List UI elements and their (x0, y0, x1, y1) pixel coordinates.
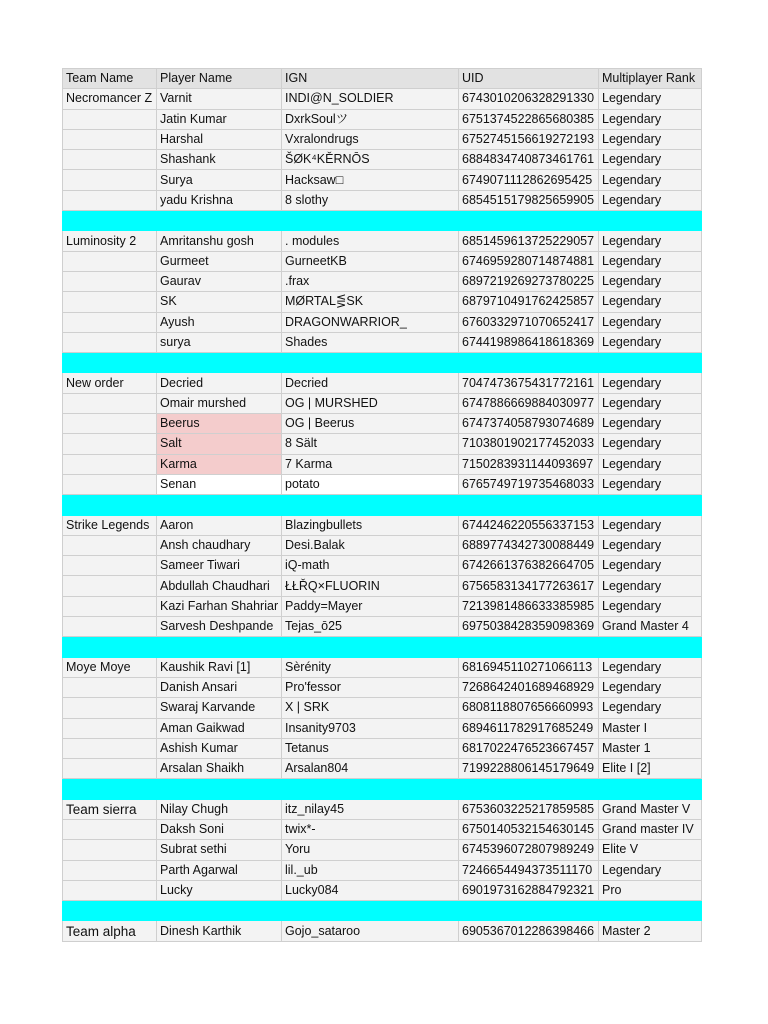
ign-cell[interactable]: 7 Karma (282, 454, 459, 474)
separator-cell (282, 353, 459, 373)
rank-cell[interactable]: Legendary (599, 231, 702, 251)
ign-cell[interactable]: Gojo_sataroo (282, 921, 459, 941)
table-row (63, 657, 702, 677)
table-row (63, 292, 702, 312)
rank-cell[interactable]: Master I (599, 718, 702, 738)
table-row (63, 718, 702, 738)
uid-cell[interactable]: 6756583134177263617 (459, 576, 599, 596)
team-name-cell[interactable]: Team sierra (63, 799, 157, 819)
separator-cell (599, 353, 702, 373)
player-name-cell[interactable]: Aaron (157, 515, 282, 535)
ign-cell[interactable]: . modules (282, 231, 459, 251)
ign-cell[interactable]: Tetanus (282, 738, 459, 758)
roster-table (62, 68, 702, 942)
table-row (63, 373, 702, 393)
player-name-cell[interactable]: Decried (157, 373, 282, 393)
uid-cell[interactable]: 6765749719735468033 (459, 474, 599, 494)
ign-cell[interactable]: 8 Sält (282, 434, 459, 454)
separator-cell (63, 637, 157, 657)
player-name-cell[interactable]: Beerus (157, 414, 282, 434)
team-separator-row (63, 353, 702, 373)
separator-cell (157, 901, 282, 921)
ign-cell[interactable]: Blazingbullets (282, 515, 459, 535)
ign-cell[interactable]: MØRTAL⋚SK (282, 292, 459, 312)
rank-cell[interactable]: Legendary (599, 414, 702, 434)
rank-cell[interactable]: Legendary (599, 393, 702, 413)
rank-cell[interactable]: Legendary (599, 698, 702, 718)
uid-cell[interactable]: 6894611782917685249 (459, 718, 599, 738)
separator-cell (599, 779, 702, 799)
ign-cell[interactable]: Insanity9703 (282, 718, 459, 738)
table-row (63, 393, 702, 413)
rank-cell[interactable]: Grand master IV (599, 819, 702, 839)
rank-cell[interactable]: Legendary (599, 576, 702, 596)
player-name-cell[interactable]: Swaraj Karvande (157, 698, 282, 718)
ign-cell[interactable]: Pro'fessor (282, 677, 459, 697)
player-name-cell[interactable]: Kazi Farhan Shahriar (157, 596, 282, 616)
table-row (63, 251, 702, 271)
rank-cell[interactable]: Elite V (599, 840, 702, 860)
separator-cell (157, 637, 282, 657)
empty-cell[interactable] (63, 880, 157, 900)
rank-cell[interactable]: Legendary (599, 150, 702, 170)
player-name-cell[interactable]: Sarvesh Deshpande (157, 617, 282, 637)
rank-cell[interactable]: Legendary (599, 860, 702, 880)
player-name-cell[interactable]: Amritanshu gosh (157, 231, 282, 251)
rank-cell[interactable]: Legendary (599, 170, 702, 190)
empty-cell[interactable] (63, 190, 157, 210)
separator-cell (282, 901, 459, 921)
uid-cell[interactable]: 6747374058793074689 (459, 414, 599, 434)
uid-cell[interactable]: 6816945110271066113 (459, 657, 599, 677)
player-name-cell[interactable]: Gurmeet (157, 251, 282, 271)
separator-cell (282, 637, 459, 657)
separator-cell (157, 495, 282, 515)
rank-cell[interactable]: Legendary (599, 251, 702, 271)
table-row (63, 190, 702, 210)
uid-cell[interactable]: 7246654494373511170 (459, 860, 599, 880)
table-row (63, 414, 702, 434)
empty-cell[interactable] (63, 292, 157, 312)
uid-cell[interactable]: 6744198986418618369 (459, 332, 599, 352)
separator-cell (63, 353, 157, 373)
separator-cell (599, 495, 702, 515)
rank-cell[interactable]: Legendary (599, 515, 702, 535)
empty-cell[interactable] (63, 150, 157, 170)
player-name-cell[interactable]: Varnit (157, 89, 282, 109)
rank-cell[interactable]: Legendary (599, 271, 702, 291)
team-separator-row (63, 211, 702, 231)
rank-cell[interactable]: Grand Master 4 (599, 617, 702, 637)
uid-cell[interactable]: 6760332971070652417 (459, 312, 599, 332)
table-row (63, 515, 702, 535)
rank-cell[interactable]: Legendary (599, 190, 702, 210)
separator-cell (157, 211, 282, 231)
team-name-cell[interactable]: Luminosity 2 (63, 231, 157, 251)
player-name-cell[interactable]: Ayush (157, 312, 282, 332)
separator-cell (282, 211, 459, 231)
player-name-cell[interactable]: Sameer Tiwari (157, 556, 282, 576)
table-row (63, 576, 702, 596)
ign-cell[interactable]: INDI@N_SOLDIER (282, 89, 459, 109)
table-row (63, 434, 702, 454)
uid-cell[interactable]: 6742661376382664705 (459, 556, 599, 576)
separator-cell (459, 901, 599, 921)
uid-cell[interactable]: 6884834740873461761 (459, 150, 599, 170)
header-team-name[interactable]: Team Name (63, 69, 157, 89)
table-row (63, 738, 702, 758)
table-row (63, 150, 702, 170)
rank-cell[interactable]: Legendary (599, 332, 702, 352)
uid-cell[interactable]: 6751374522865680385 (459, 109, 599, 129)
uid-cell[interactable]: 6749071112862695425 (459, 170, 599, 190)
separator-cell (63, 901, 157, 921)
uid-cell[interactable]: 6750140532154630145 (459, 819, 599, 839)
table-row (63, 840, 702, 860)
empty-cell[interactable] (63, 596, 157, 616)
player-name-cell[interactable]: Jatin Kumar (157, 109, 282, 129)
uid-cell[interactable]: 7047473675431772161 (459, 373, 599, 393)
table-row (63, 312, 702, 332)
table-row (63, 231, 702, 251)
rank-cell[interactable]: Legendary (599, 596, 702, 616)
table-row (63, 271, 702, 291)
table-row (63, 170, 702, 190)
table-row (63, 556, 702, 576)
table-row (63, 698, 702, 718)
separator-cell (599, 211, 702, 231)
team-separator-row (63, 495, 702, 515)
player-name-cell[interactable]: Salt (157, 434, 282, 454)
roster-table-body (63, 69, 702, 942)
rank-cell[interactable]: Master 1 (599, 738, 702, 758)
separator-cell (63, 495, 157, 515)
separator-cell (157, 353, 282, 373)
player-name-cell[interactable]: Shashank (157, 150, 282, 170)
empty-cell[interactable] (63, 556, 157, 576)
uid-cell[interactable]: 7213981486633385985 (459, 596, 599, 616)
uid-cell[interactable]: 6747886669884030977 (459, 393, 599, 413)
separator-cell (63, 779, 157, 799)
header-uid[interactable]: UID (459, 69, 599, 89)
uid-cell[interactable]: 6744246220556337153 (459, 515, 599, 535)
table-row (63, 921, 702, 941)
uid-cell[interactable]: 6897219269273780225 (459, 271, 599, 291)
empty-cell[interactable] (63, 474, 157, 494)
team-separator-row (63, 901, 702, 921)
player-name-cell[interactable]: Abdullah Chaudhari (157, 576, 282, 596)
ign-cell[interactable]: twix*- (282, 819, 459, 839)
ign-cell[interactable]: Lucky084 (282, 880, 459, 900)
rank-cell[interactable]: Legendary (599, 312, 702, 332)
separator-cell (157, 779, 282, 799)
ign-cell[interactable]: Decried (282, 373, 459, 393)
uid-cell[interactable]: 6854515179825659905 (459, 190, 599, 210)
player-name-cell[interactable]: Parth Agarwal (157, 860, 282, 880)
empty-cell[interactable] (63, 454, 157, 474)
team-name-cell[interactable]: Necromancer Z (63, 89, 157, 109)
empty-cell[interactable] (63, 617, 157, 637)
uid-cell[interactable]: 6975038428359098369 (459, 617, 599, 637)
rank-cell[interactable]: Elite I [2] (599, 759, 702, 779)
uid-cell[interactable]: 6746959280714874881 (459, 251, 599, 271)
player-name-cell[interactable]: yadu Krishna (157, 190, 282, 210)
rank-cell[interactable]: Grand Master V (599, 799, 702, 819)
player-name-cell[interactable]: Kaushik Ravi [1] (157, 657, 282, 677)
table-row (63, 454, 702, 474)
uid-cell[interactable]: 6889774342730088449 (459, 535, 599, 555)
player-name-cell[interactable]: Harshal (157, 129, 282, 149)
empty-cell[interactable] (63, 860, 157, 880)
rank-cell[interactable]: Legendary (599, 109, 702, 129)
separator-cell (459, 637, 599, 657)
ign-cell[interactable]: OG | MURSHED (282, 393, 459, 413)
ign-cell[interactable]: ŁŁŘQ×FLUORIN (282, 576, 459, 596)
separator-cell (282, 779, 459, 799)
ign-cell[interactable]: Arsalan804 (282, 759, 459, 779)
empty-cell[interactable] (63, 129, 157, 149)
player-name-cell[interactable]: Daksh Soni (157, 819, 282, 839)
ign-cell[interactable]: Tejas_ō25 (282, 617, 459, 637)
player-name-cell[interactable]: Subrat sethi (157, 840, 282, 860)
ign-cell[interactable]: DxrkSoulツ (282, 109, 459, 129)
uid-cell[interactable]: 6752745156619272193 (459, 129, 599, 149)
table-row (63, 799, 702, 819)
rank-cell[interactable]: Legendary (599, 434, 702, 454)
player-name-cell[interactable]: Ansh chaudhary (157, 535, 282, 555)
uid-cell[interactable]: 6905367012286398466 (459, 921, 599, 941)
ign-cell[interactable]: lil._ub (282, 860, 459, 880)
uid-cell[interactable]: 7150283931144093697 (459, 454, 599, 474)
separator-cell (459, 779, 599, 799)
table-row (63, 617, 702, 637)
ign-cell[interactable]: 8 slothy (282, 190, 459, 210)
empty-cell[interactable] (63, 393, 157, 413)
rank-cell[interactable]: Legendary (599, 677, 702, 697)
player-name-cell[interactable]: Ashish Kumar (157, 738, 282, 758)
player-name-cell[interactable]: surya (157, 332, 282, 352)
player-name-cell[interactable]: Surya (157, 170, 282, 190)
ign-cell[interactable]: Vxralondrugs (282, 129, 459, 149)
ign-cell[interactable]: X | SRK (282, 698, 459, 718)
empty-cell[interactable] (63, 271, 157, 291)
empty-cell[interactable] (63, 759, 157, 779)
rank-cell[interactable]: Pro (599, 880, 702, 900)
rank-cell[interactable]: Master 2 (599, 921, 702, 941)
player-name-cell[interactable]: Senan (157, 474, 282, 494)
uid-cell[interactable]: 7199228806145179649 (459, 759, 599, 779)
empty-cell[interactable] (63, 434, 157, 454)
ign-cell[interactable]: Shades (282, 332, 459, 352)
empty-cell[interactable] (63, 677, 157, 697)
ign-cell[interactable]: Hacksaw□ (282, 170, 459, 190)
rank-cell[interactable]: Legendary (599, 292, 702, 312)
table-row (63, 474, 702, 494)
player-name-cell[interactable]: Lucky (157, 880, 282, 900)
ign-cell[interactable]: ŠØK⁴KĚRNŌS (282, 150, 459, 170)
ign-cell[interactable]: Yoru (282, 840, 459, 860)
header-ign[interactable]: IGN (282, 69, 459, 89)
ign-cell[interactable]: potato (282, 474, 459, 494)
rank-cell[interactable]: Legendary (599, 535, 702, 555)
team-name-cell[interactable]: Moye Moye (63, 657, 157, 677)
separator-cell (459, 211, 599, 231)
player-name-cell[interactable]: Omair murshed (157, 393, 282, 413)
separator-cell (282, 495, 459, 515)
team-name-cell[interactable]: New order (63, 373, 157, 393)
table-row (63, 89, 702, 109)
team-separator-row (63, 779, 702, 799)
player-name-cell[interactable]: Dinesh Karthik (157, 921, 282, 941)
ign-cell[interactable]: iQ-math (282, 556, 459, 576)
rank-cell[interactable]: Legendary (599, 89, 702, 109)
player-name-cell[interactable]: Nilay Chugh (157, 799, 282, 819)
uid-cell[interactable]: 6901973162884792321 (459, 880, 599, 900)
rank-cell[interactable]: Legendary (599, 556, 702, 576)
header-player-name[interactable]: Player Name (157, 69, 282, 89)
empty-cell[interactable] (63, 535, 157, 555)
separator-cell (459, 353, 599, 373)
ign-cell[interactable]: OG | Beerus (282, 414, 459, 434)
ign-cell[interactable]: Paddy=Mayer (282, 596, 459, 616)
uid-cell[interactable]: 7268642401689468929 (459, 677, 599, 697)
player-name-cell[interactable]: Karma (157, 454, 282, 474)
empty-cell[interactable] (63, 819, 157, 839)
empty-cell[interactable] (63, 576, 157, 596)
empty-cell[interactable] (63, 109, 157, 129)
ign-cell[interactable]: itz_nilay45 (282, 799, 459, 819)
empty-cell[interactable] (63, 251, 157, 271)
table-row (63, 129, 702, 149)
uid-cell[interactable]: 6817022476523667457 (459, 738, 599, 758)
uid-cell[interactable]: 6753603225217859585 (459, 799, 599, 819)
ign-cell[interactable]: DRAGONWARRIOR_ (282, 312, 459, 332)
rank-cell[interactable]: Legendary (599, 129, 702, 149)
uid-cell[interactable]: 6879710491762425857 (459, 292, 599, 312)
empty-cell[interactable] (63, 312, 157, 332)
player-name-cell[interactable]: Danish Ansari (157, 677, 282, 697)
empty-cell[interactable] (63, 718, 157, 738)
separator-cell (459, 495, 599, 515)
empty-cell[interactable] (63, 332, 157, 352)
ign-cell[interactable]: Sèrénity (282, 657, 459, 677)
separator-cell (599, 901, 702, 921)
table-row (63, 109, 702, 129)
ign-cell[interactable]: GurneetKB (282, 251, 459, 271)
rank-cell[interactable]: Legendary (599, 373, 702, 393)
ign-cell[interactable]: .frax (282, 271, 459, 291)
table-row (63, 880, 702, 900)
table-row (63, 596, 702, 616)
player-name-cell[interactable]: Aman Gaikwad (157, 718, 282, 738)
table-row (63, 332, 702, 352)
empty-cell[interactable] (63, 170, 157, 190)
empty-cell[interactable] (63, 414, 157, 434)
player-name-cell[interactable]: Arsalan Shaikh (157, 759, 282, 779)
player-name-cell[interactable]: SK (157, 292, 282, 312)
empty-cell[interactable] (63, 698, 157, 718)
team-name-cell[interactable]: Team alpha (63, 921, 157, 941)
rank-cell[interactable]: Legendary (599, 474, 702, 494)
table-row (63, 535, 702, 555)
uid-cell[interactable]: 6808118807656660993 (459, 698, 599, 718)
table-row (63, 677, 702, 697)
header-row (63, 69, 702, 89)
table-row (63, 860, 702, 880)
uid-cell[interactable]: 6851459613725229057 (459, 231, 599, 251)
table-row (63, 759, 702, 779)
empty-cell[interactable] (63, 840, 157, 860)
rank-cell[interactable]: Legendary (599, 454, 702, 474)
uid-cell[interactable]: 6745396072807989249 (459, 840, 599, 860)
team-name-cell[interactable]: Strike Legends (63, 515, 157, 535)
ign-cell[interactable]: Desi.Balak (282, 535, 459, 555)
separator-cell (63, 211, 157, 231)
empty-cell[interactable] (63, 738, 157, 758)
uid-cell[interactable]: 7103801902177452033 (459, 434, 599, 454)
separator-cell (599, 637, 702, 657)
uid-cell[interactable]: 6743010206328291330 (459, 89, 599, 109)
header-multiplayer-rank[interactable]: Multiplayer Rank (599, 69, 702, 89)
table-row (63, 819, 702, 839)
player-name-cell[interactable]: Gaurav (157, 271, 282, 291)
rank-cell[interactable]: Legendary (599, 657, 702, 677)
team-separator-row (63, 637, 702, 657)
